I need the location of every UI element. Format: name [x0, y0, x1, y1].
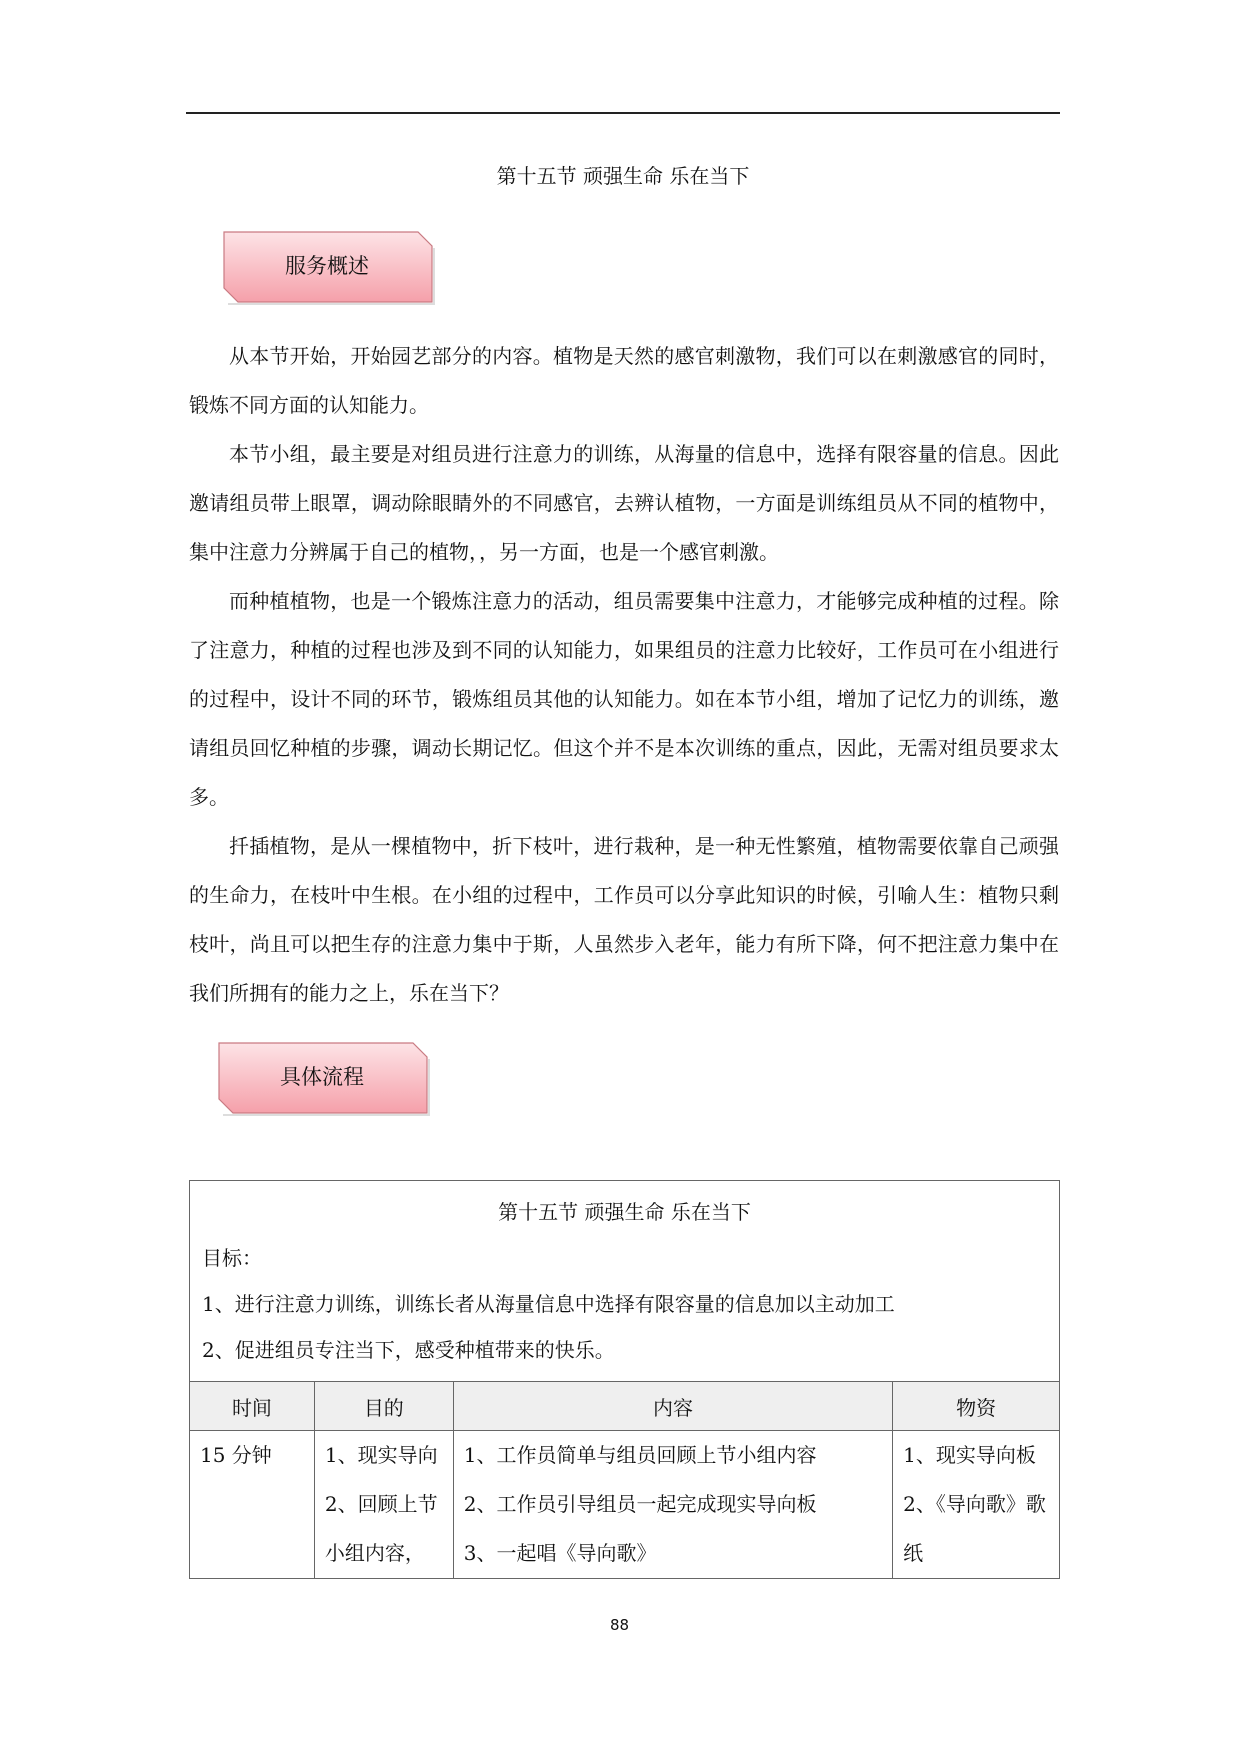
goal-item: 1、进行注意力训练，训练长者从海量信息中选择有限容量的信息加以主动加工 — [202, 1292, 895, 1316]
overview-body — [189, 332, 1059, 1018]
purpose-line: 1、现实导向 — [324, 1443, 438, 1467]
materials-line: 2、《导向歌》歌 — [903, 1492, 1046, 1516]
overview-label — [220, 229, 434, 303]
cell-purpose — [314, 1431, 453, 1579]
paragraph: 而种植植物，也是一个锻炼注意力的活动，组员需要集中注意力，才能够完成种植的过程。除了注意力，种植的过程也涉及到不同的认知能力，如果组员的注意力比较好，工作员可在小组进行的过程中，设计不同的环节，锻炼组员其他的认知能力。如在本节小组，增加了记忆力的训练，邀请组员回忆种植的步骤，调动长期记忆。但这个并不是本次训练的重点，因此，无需对组员要求太多。 — [189, 589, 1059, 809]
column-header-materials: 物资 — [893, 1382, 1060, 1431]
table-column-headers — [190, 1382, 1060, 1431]
materials-line: 1、现实导向板 — [903, 1443, 1036, 1467]
procedure-label — [215, 1040, 429, 1114]
cell-time — [190, 1431, 315, 1579]
purpose-line: 2、回顾上节 — [324, 1492, 438, 1516]
goal-label: 目标： — [202, 1246, 262, 1270]
goal-item: 2、促进组员专注当下，感受种植带来的快乐。 — [202, 1338, 615, 1362]
table-title: 第十五节 顽强生命 乐在当下 — [498, 1200, 751, 1224]
content-line: 2、工作员引导组员一起完成现实导向板 — [463, 1492, 817, 1516]
header-rule — [186, 112, 1060, 114]
column-header-time: 时间 — [190, 1382, 315, 1431]
procedure-table — [189, 1180, 1060, 1579]
column-header-purpose: 目的 — [314, 1382, 453, 1431]
time-text: 15 分钟 — [200, 1443, 272, 1467]
content-line: 3、一起唱《导向歌》 — [463, 1541, 657, 1565]
overview-label-text: 服务概述 — [285, 254, 369, 278]
column-header-content: 内容 — [453, 1382, 892, 1431]
table-row — [190, 1431, 1060, 1579]
cell-content — [453, 1431, 892, 1579]
paragraph: 扦插植物，是从一棵植物中，折下枝叶，进行栽种，是一种无性繁殖，植物需要依靠自己顽强的生命力，在枝叶中生根。在小组的过程中，工作员可以分享此知识的时候，引喻人生：植物只剩枝叶，尚且可以把生存的注意力集中于斯，人虽然步入老年，能力有所下降，何不把注意力集中在我们所拥有的能力之上，乐在当下？ — [189, 834, 1059, 1005]
paragraph: 本节小组，最主要是对组员进行注意力的训练，从海量的信息中，选择有限容量的信息。因此邀请组员带上眼罩，调动除眼睛外的不同感官，去辨认植物，一方面是训练组员从不同的植物中，集中注意力分辨属于自己的植物，，另一方面，也是一个感官刺激。 — [189, 442, 1059, 564]
content-line: 1、工作员简单与组员回顾上节小组内容 — [463, 1443, 817, 1467]
paragraph: 从本节开始，开始园艺部分的内容。植物是天然的感官刺激物，我们可以在刺激感官的同时，锻炼不同方面的认知能力。 — [189, 344, 1059, 417]
cell-materials — [893, 1431, 1060, 1579]
page-number: 88 — [609, 1616, 630, 1634]
section-title: 第十五节 顽强生命 乐在当下 — [496, 164, 750, 188]
purpose-line: 小组内容， — [324, 1541, 425, 1565]
table-header-block — [190, 1181, 1060, 1382]
materials-line: 纸 — [903, 1541, 924, 1565]
procedure-label-text: 具体流程 — [280, 1065, 364, 1089]
